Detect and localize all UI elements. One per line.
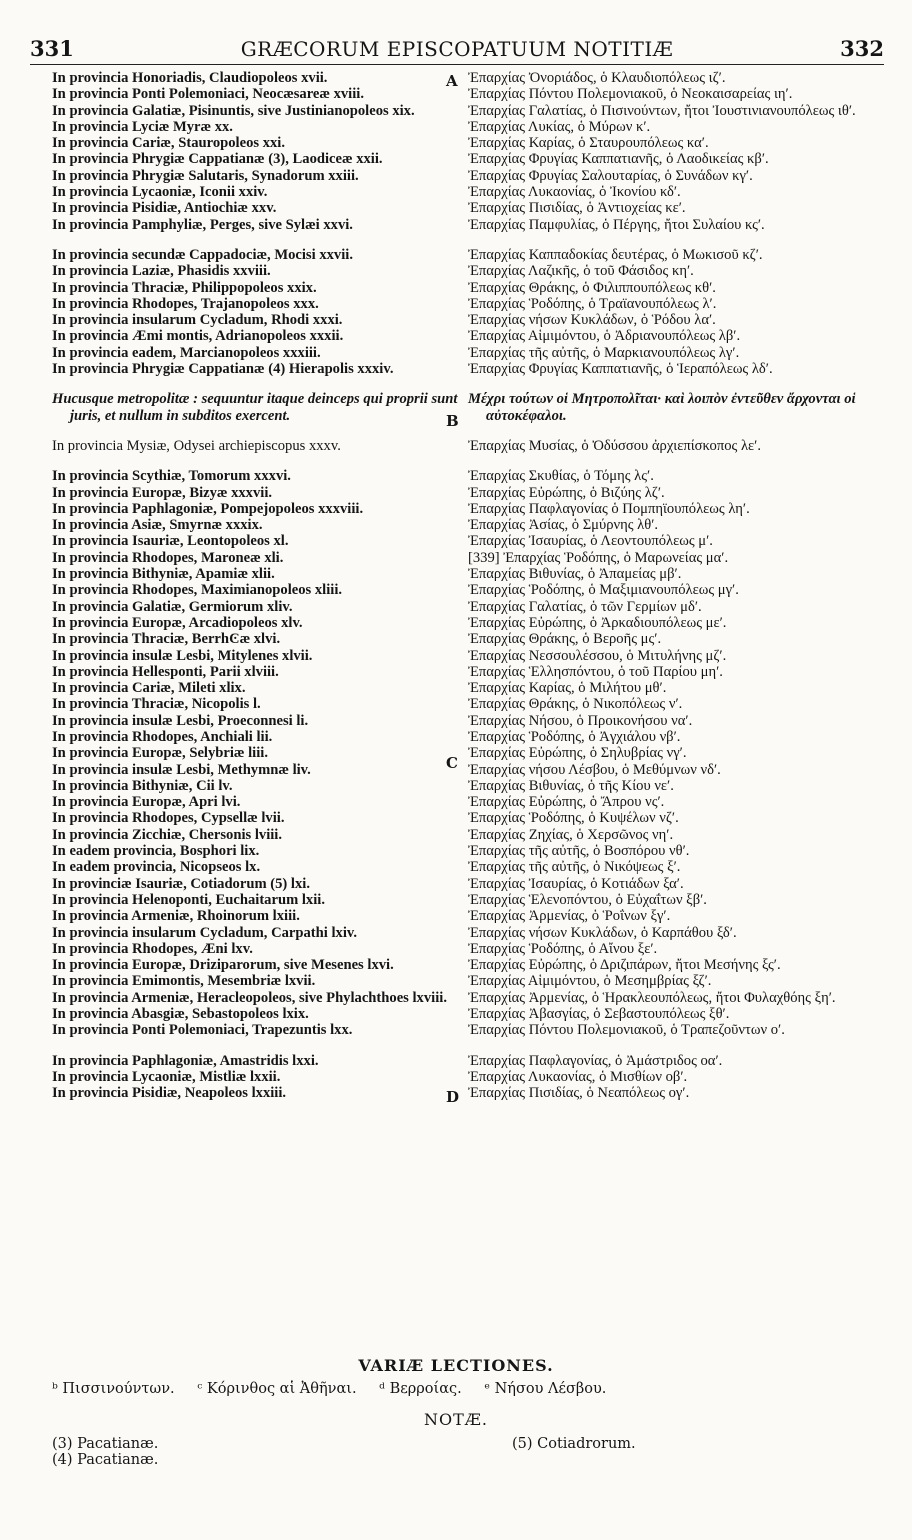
entry-line: Ἐπαρχίας Θράκης, ὁ Φιλιππουπόλεως κθʹ. <box>468 279 716 296</box>
entry-line: Ἐπαρχίας Ἑλλησπόντου, ὁ τοῦ Παρίου μηʹ. <box>468 663 723 680</box>
entry-line: In provincia Rhodopes, Æni lxv. <box>52 940 253 957</box>
variae-lectiones-list <box>52 1381 872 1397</box>
latin-group-1 <box>52 70 470 233</box>
entry-line: Ἐπαρχίας Ῥοδόπης, ὁ Ἀγχιάλου νβʹ. <box>468 728 681 745</box>
entry-line: In provincia Pisidiæ, Neapoleos lxxiii. <box>52 1085 287 1102</box>
entry-line: Ἐπαρχίας Ἀρμενίας, ὁ Ἡρακλεουπόλεως, ἤτοι Φυλαχθόης ξηʹ. <box>468 989 836 1006</box>
entry-line: In provincia Thraciæ, Philippopoleos xxix. <box>52 279 317 296</box>
entry-line: In provincia Cariæ, Stauropoleos xxi. <box>52 135 285 152</box>
entry-line: In provincia insularum Cycladum, Rhodi xxxi. <box>52 312 343 329</box>
entry-line: In provincia secundæ Cappadociæ, Mocisi xxvii. <box>52 246 353 263</box>
latin-column <box>52 70 470 1102</box>
entry-line: Ἐπαρχίας Εὐρώπης, ὁ Ἄπρου νςʹ. <box>468 794 665 811</box>
variant-reading: ᵉ Νήσου Λέσβου. <box>484 1381 607 1397</box>
entry-line: In provincia insularum Cycladum, Carpathi lxiv. <box>52 924 358 941</box>
entry-line: In provincia Ponti Polemoniaci, Trapezuntis lxx. <box>52 1022 353 1039</box>
entry-line: Ἐπαρχίας τῆς αὐτῆς, ὁ Βοσπόρου νθʹ. <box>468 843 690 860</box>
notes-right <box>512 1436 636 1452</box>
entry-line: In provincia Phrygiæ Cappatianæ (3), Laodiceæ xxii. <box>52 151 383 168</box>
latin-group-2 <box>52 247 470 377</box>
running-title: GRÆCORUM EPISCOPATUUM NOTITIÆ <box>240 37 674 61</box>
latin-autocephali-heading: Hucusque metropolitæ : sequuntur itaque deinceps qui proprii sunt juris, et nullum in subditos exercent. <box>52 391 458 424</box>
entry-line: Ἐπαρχίας Νήσου, ὁ Προικονήσου ναʹ. <box>468 712 693 729</box>
entry-line: Ἐπαρχίας τῆς αὐτῆς, ὁ Νικόψεως ξʹ. <box>468 859 681 876</box>
entry-line: Ἐπαρχίας Αἱμιμόντου, ὁ Μεσημβρίας ξζʹ. <box>468 973 712 990</box>
latin-group-5 <box>52 1053 470 1102</box>
latin-group-4 <box>52 468 470 1038</box>
entry-line: Ἐπαρχίας Παμφυλίας, ὁ Πέργης, ἤτοι Συλαίου κςʹ. <box>468 216 765 233</box>
entry-line: In provincia Laziæ, Phasidis xxviii. <box>52 263 271 280</box>
entry-line: In provincia Zicchiæ, Chersonis lviii. <box>52 826 283 843</box>
entry-line: In provincia Rhodopes, Maximianopoleos xliii. <box>52 582 343 599</box>
entry-line: In provincia Thraciæ, BerrhϾæ xlvi. <box>52 631 281 648</box>
entry-line: Ἐπαρχίας Ῥοδόπης, ὁ Τραϊανουπόλεως λʹ. <box>468 295 717 312</box>
entry-line: Ἐπαρχίας Εὐρώπης, ὁ Ἀρκαδιουπόλεως μεʹ. <box>468 614 727 631</box>
entry-line: In provincia Thraciæ, Nicopolis l. <box>52 696 261 713</box>
entry-line: In eadem provincia, Nicopseos lx. <box>52 859 261 876</box>
entry-line: Ἐπαρχίας Εὐρώπης, ὁ Δριζιπάρων, ἤτοι Μεσήνης ξςʹ. <box>468 957 781 974</box>
variant-reading: ᶜ Κόρινθος αἱ Ἀθῆναι. <box>197 1381 357 1397</box>
entry-line: In provincia Europæ, Selybriæ liii. <box>52 745 268 762</box>
entry-line: In provincia eadem, Marcianopoleos xxxiii. <box>52 344 321 361</box>
entry-line: Ἐπαρχίας νήσων Κυκλάδων, ὁ Ῥόδου λαʹ. <box>468 312 716 329</box>
entry-line: In provincia Paphlagoniæ, Pompejopoleos xxxviii. <box>52 500 364 517</box>
entry-line: In provincia Rhodopes, Trajanopoleos xxx. <box>52 295 319 312</box>
note: (4) Pacatianæ. <box>52 1452 159 1468</box>
entry-line: Ἐπαρχίας Θράκης, ὁ Νικοπόλεως νʹ. <box>468 696 683 713</box>
entry-line: In provincia Europæ, Bizyæ xxxvii. <box>52 484 273 501</box>
entry-line: Ἐπαρχίας νήσων Κυκλάδων, ὁ Καρπάθου ξδʹ. <box>468 924 737 941</box>
greek-group-3 <box>468 438 878 454</box>
entry-line: Ἐπαρχίας Λυκαονίας, ὁ Ἰκονίου κδʹ. <box>468 184 681 201</box>
entry-line: Ἐπαρχίας Θράκης, ὁ Βεροῆς μςʹ. <box>468 631 662 648</box>
entry-line: Ἐπαρχίας Αἱμιμόντου, ὁ Ἀδριανουπόλεως λβʹ. <box>468 328 741 345</box>
entry-line: In provincia Asiæ, Smyrnæ xxxix. <box>52 517 263 534</box>
entry-line: In provincia Isauriæ, Leontopoleos xl. <box>52 533 289 550</box>
margin-letter-c: C <box>446 754 458 772</box>
greek-group-4 <box>468 468 878 1038</box>
entry-line: In provincia Rhodopes, Anchiali lii. <box>52 728 273 745</box>
entry-line: In provincia Helenoponti, Euchaitarum lxii. <box>52 891 325 908</box>
entry-line: In provincia Phrygiæ Salutaris, Synadorum xxiii. <box>52 167 359 184</box>
entry-line: In provinciæ Isauriæ, Cotiadorum (5) lxi. <box>52 875 310 892</box>
entry-line: In provincia Lycaoniæ, Mistliæ lxxii. <box>52 1068 281 1085</box>
entry-line: Ἐπαρχίας Φρυγίας Καππατιανῆς, ὁ Λαοδικείας κβʹ. <box>468 151 769 168</box>
note: (3) Pacatianæ. <box>52 1436 159 1452</box>
entry-line: Ἐπαρχίας νήσου Λέσβου, ὁ Μεθύμνων νδʹ. <box>468 761 721 778</box>
entry-line: Ἐπαρχίας Καρίας, ὁ Σταυρουπόλεως καʹ. <box>468 135 709 152</box>
entry-line: In provincia Hellesponti, Parii xlviii. <box>52 663 279 680</box>
entry-line: Ἐπαρχίας Νεσσουλέσσου, ὁ Μιτυλήνης μζʹ. <box>468 647 727 664</box>
entry-line: In provincia Armeniæ, Heracleopoleos, sive Phylachthoes lxviii. <box>52 989 447 1006</box>
entry-line: Ἐπαρχίας Ὀνοριάδος, ὁ Κλαυδιοπόλεως ιζʹ. <box>468 70 726 86</box>
variae-lectiones-title: VARIÆ LECTIONES. <box>358 1356 554 1375</box>
entry-line: In provincia Europæ, Apri lvi. <box>52 794 241 811</box>
entry-line: Ἐπαρχίας Καππαδοκίας δευτέρας, ὁ Μωκισοῦ κζʹ. <box>468 246 763 263</box>
entry-line: Ἐπαρχίας Ῥοδόπης, ὁ Αἴνου ξεʹ. <box>468 940 658 957</box>
entry-line: In provincia Emimontis, Mesembriæ lxvii. <box>52 973 316 990</box>
note: (5) Cotiadrorum. <box>512 1436 636 1452</box>
entry-line: In provincia insulæ Lesbi, Proeconnesi li. <box>52 712 309 729</box>
page-header <box>30 36 884 65</box>
variant-reading: ᵈ Βερροίας. <box>379 1381 462 1397</box>
entry-line: Ἐπαρχίας Φρυγίας Καππατιανῆς, ὁ Ἱεραπόλεως λδʹ. <box>468 361 773 378</box>
entry-line: In provincia Lycaoniæ, Iconii xxiv. <box>52 184 268 201</box>
notes-left <box>52 1436 158 1468</box>
notae-title: NOTÆ. <box>424 1410 488 1429</box>
greek-group-1 <box>468 70 878 233</box>
entry-line: Ἐπαρχίας Λαζικῆς, ὁ τοῦ Φάσιδος κηʹ. <box>468 263 694 280</box>
margin-letter-b: B <box>446 412 459 430</box>
greek-autocephali-heading: Μέχρι τούτων οἱ Μητροπολῖται· καὶ λοιπὸν ἐντεῦθεν ἄρχονται οἱ αὐτοκέφαλοι. <box>468 391 856 424</box>
entry-line: In provincia Bithyniæ, Apamiæ xlii. <box>52 566 275 583</box>
entry-line: In provincia Ponti Polemoniaci, Neocæsareæ xviii. <box>52 86 364 103</box>
variant-reading: ᵇ Πισσινούντων. <box>52 1381 175 1397</box>
entry-line: In provincia Pamphyliæ, Perges, sive Sylæi xxvi. <box>52 216 353 233</box>
entry-line: Ἐπαρχίας Ἰσαυρίας, ὁ Λεοντουπόλεως μʹ. <box>468 533 713 550</box>
entry-line: Ἐπαρχίας Λυκαονίας, ὁ Μισθίων οβʹ. <box>468 1068 688 1085</box>
entry-line: In provincia Mysiæ, Odysei archiepiscopus xxxv. <box>52 437 341 454</box>
entry-line: Ἐπαρχίας Γαλατίας, ὁ τῶν Γερμίων μδʹ. <box>468 598 702 615</box>
entry-line: Ἐπαρχίας Πισιδίας, ὁ Νεαπόλεως ογʹ. <box>468 1085 690 1102</box>
entry-line: Ἐπαρχίας Ἑλενοπόντου, ὁ Εὐχαΐτων ξβʹ. <box>468 891 707 908</box>
entry-line: Ἐπαρχίας Πόντου Πολεμονιακοῦ, ὁ Τραπεζοῦντων οʹ. <box>468 1022 785 1039</box>
entry-line: In provincia Europæ, Arcadiopoleos xlv. <box>52 614 303 631</box>
entry-line: Ἐπαρχίας Ἰσαυρίας, ὁ Κοτιάδων ξαʹ. <box>468 875 684 892</box>
entry-line: Ἐπαρχίας Μυσίας, ὁ Ὀδύσσου ἀρχιεπίσκοπος λεʹ. <box>468 437 761 454</box>
margin-letter-d: D <box>446 1088 460 1106</box>
entry-line: Ἐπαρχίας Εὐρώπης, ὁ Βιζύης λζʹ. <box>468 484 665 501</box>
latin-group-3 <box>52 438 470 454</box>
entry-line: In provincia Rhodopes, Cypsellæ lvii. <box>52 810 285 827</box>
entry-line: In provincia Æmi montis, Adrianopoleos xxxii. <box>52 328 344 345</box>
entry-line: Ἐπαρχίας Ῥοδόπης, ὁ Μαξιμιανουπόλεως μγʹ. <box>468 582 739 599</box>
margin-letter-a: A <box>446 72 458 90</box>
entry-line: Ἐπαρχίας Ζηχίας, ὁ Χερσῶνος νηʹ. <box>468 826 674 843</box>
entry-line: In provincia Galatiæ, Germiorum xliv. <box>52 598 293 615</box>
entry-line: Ἐπαρχίας Γαλατίας, ὁ Πισινούντων, ἤτοι Ἰουστινιανουπόλεως ιθʹ. <box>468 102 856 119</box>
entry-line: Ἐπαρχίας Πόντου Πολεμονιακοῦ, ὁ Νεοκαισαρείας ιηʹ. <box>468 86 793 103</box>
entry-line: In provincia Pisidiæ, Antiochiæ xxv. <box>52 200 277 217</box>
entry-line: Ἐπαρχίας Λυκίας, ὁ Μύρων κʹ. <box>468 118 651 135</box>
greek-group-5 <box>468 1053 878 1102</box>
entry-line: Ἐπαρχίας Πισιδίας, ὁ Ἀντιοχείας κεʹ. <box>468 200 686 217</box>
entry-line: In eadem provincia, Bosphori lix. <box>52 843 260 860</box>
entry-line: Ἐπαρχίας Ἀβασγίας, ὁ Σεβαστουπόλεως ξθʹ. <box>468 1006 730 1023</box>
entry-line: Ἐπαρχίας Ῥοδόπης, ὁ Κυψέλων νζʹ. <box>468 810 679 827</box>
entry-line: In provincia Abasgiæ, Sebastopoleos lxix. <box>52 1006 309 1023</box>
entry-line: In provincia Europæ, Driziparorum, sive Mesenes lxvi. <box>52 957 394 974</box>
entry-line: In provincia Bithyniæ, Cii lv. <box>52 777 233 794</box>
greek-group-2 <box>468 247 878 377</box>
entry-line: In provincia insulæ Lesbi, Mitylenes xlvii. <box>52 647 313 664</box>
entry-line: In provincia Honoriadis, Claudiopoleos xvii. <box>52 70 328 86</box>
entry-line: Ἐπαρχίας Βιθυνίας, ὁ τῆς Κίου νεʹ. <box>468 777 674 794</box>
entry-line: Ἐπαρχίας Βιθυνίας, ὁ Ἀπαμείας μβʹ. <box>468 566 682 583</box>
greek-column <box>468 70 878 1102</box>
right-page-number: 332 <box>840 36 884 61</box>
left-page-number: 331 <box>30 36 74 61</box>
entry-line: In provincia Scythiæ, Tomorum xxxvi. <box>52 468 291 485</box>
entry-line: In provincia Armeniæ, Rhoinorum lxiii. <box>52 908 300 925</box>
entry-line: In provincia Phrygiæ Cappatianæ (4) Hierapolis xxxiv. <box>52 361 394 378</box>
entry-line: Ἐπαρχίας Παφλαγονίας, ὁ Ἀμάστριδος οαʹ. <box>468 1052 723 1069</box>
entry-line: Ἐπαρχίας Εὐρώπης, ὁ Σηλυβρίας νγʹ. <box>468 745 687 762</box>
entry-line: In provincia insulæ Lesbi, Methymnæ liv. <box>52 761 311 778</box>
entry-line: In provincia Rhodopes, Maroneæ xli. <box>52 549 284 566</box>
entry-line: Ἐπαρχίας τῆς αὐτῆς, ὁ Μαρκιανουπόλεως λγʹ. <box>468 344 740 361</box>
entry-line: Ἐπαρχίας Παφλαγονίας ὁ Πομπηϊουπόλεως ληʹ. <box>468 500 750 517</box>
entry-line: [339] Ἐπαρχίας Ῥοδόπης, ὁ Μαρωνείας μαʹ. <box>468 549 729 566</box>
entry-line: Ἐπαρχίας Ἀρμενίας, ὁ Ῥοΐνων ξγʹ. <box>468 908 671 925</box>
entry-line: In provincia Paphlagoniæ, Amastridis lxxi. <box>52 1052 319 1069</box>
entry-line: Ἐπαρχίας Ἀσίας, ὁ Σμύρνης λθʹ. <box>468 517 659 534</box>
entry-line: Ἐπαρχίας Φρυγίας Σαλουταρίας, ὁ Συνάδων κγʹ. <box>468 167 753 184</box>
entry-line: Ἐπαρχίας Καρίας, ὁ Μιλήτου μθʹ. <box>468 680 667 697</box>
entry-line: In provincia Cariæ, Mileti xlix. <box>52 680 246 697</box>
entry-line: In provincia Lyciæ Myræ xx. <box>52 118 233 135</box>
entry-line: In provincia Galatiæ, Pisinuntis, sive Justinianopoleos xix. <box>52 102 415 119</box>
entry-line: Ἐπαρχίας Σκυθίας, ὁ Τόμης λςʹ. <box>468 468 654 485</box>
